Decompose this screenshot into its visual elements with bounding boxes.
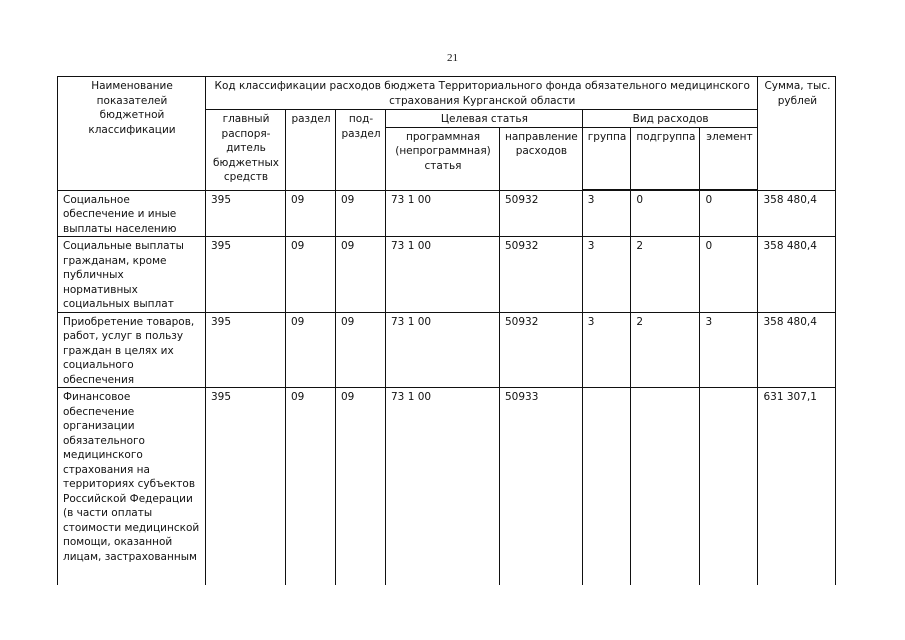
row-subsection: 09	[336, 237, 386, 313]
row-program: 73 1 00	[386, 388, 500, 585]
header-sum-column: Сумма, тыс. рублей	[758, 77, 836, 191]
header-subsection: под-раздел	[336, 110, 386, 191]
row-program: 73 1 00	[386, 237, 500, 313]
row-name: Социальное обеспечение и иные выплаты населению	[58, 190, 206, 237]
row-subsection: 09	[336, 312, 386, 388]
budget-classification-table	[57, 76, 836, 585]
header-main-manager: главный распоря-дитель бюджетных средств	[206, 110, 286, 191]
row-subgroup	[631, 388, 700, 585]
header-row-1	[58, 77, 836, 110]
row-sum: 631 307,1	[758, 388, 836, 585]
row-section: 09	[286, 388, 336, 585]
table-row	[58, 237, 836, 313]
row-direction: 50932	[500, 237, 583, 313]
table-row	[58, 388, 836, 585]
header-direction: направление расходов	[500, 127, 583, 190]
row-subsection: 09	[336, 190, 386, 237]
row-element: 0	[700, 190, 758, 237]
table-row	[58, 190, 836, 237]
table-row	[58, 312, 836, 388]
row-sum: 358 480,4	[758, 190, 836, 237]
header-program-article: программная (непрограммная) статья	[386, 127, 500, 190]
row-group: 3	[582, 237, 631, 313]
header-element: элемент	[700, 127, 758, 189]
header-code-classification: Код классификации расходов бюджета Территориального фонда обязательного медицинского страхования Курганской области	[206, 77, 758, 110]
row-section: 09	[286, 237, 336, 313]
row-manager: 395	[206, 237, 286, 313]
row-direction: 50933	[500, 388, 583, 585]
row-name: Социальные выплаты гражданам, кроме публичных нормативных социальных выплат	[58, 237, 206, 313]
row-section: 09	[286, 312, 336, 388]
row-sum: 358 480,4	[758, 237, 836, 313]
row-program: 73 1 00	[386, 190, 500, 237]
header-section: раздел	[286, 110, 336, 191]
row-program: 73 1 00	[386, 312, 500, 388]
page-number: 21	[447, 52, 458, 64]
row-section: 09	[286, 190, 336, 237]
header-name-column: Наименование показателей бюджетной классификации	[58, 77, 206, 191]
row-direction: 50932	[500, 312, 583, 388]
row-group: 3	[582, 312, 631, 388]
row-element: 0	[700, 237, 758, 313]
row-subgroup: 2	[631, 237, 700, 313]
row-element: 3	[700, 312, 758, 388]
header-group: группа	[582, 127, 631, 189]
header-expense-type: Вид расходов	[582, 110, 758, 128]
row-element	[700, 388, 758, 585]
row-manager: 395	[206, 312, 286, 388]
row-subgroup: 0	[631, 190, 700, 237]
header-subgroup: подгруппа	[631, 127, 700, 189]
row-direction: 50932	[500, 190, 583, 237]
row-name: Финансовое обеспечение организации обязательного медицинского страхования на территориях субъектов Российской Федерации (в части оплаты стоимости медицинской помощи, оказанной лицам, застрахованным	[58, 388, 206, 585]
row-group: 3	[582, 190, 631, 237]
row-group	[582, 388, 631, 585]
row-manager: 395	[206, 190, 286, 237]
header-target-article: Целевая статья	[386, 110, 583, 128]
row-subgroup: 2	[631, 312, 700, 388]
row-subsection: 09	[336, 388, 386, 585]
row-sum: 358 480,4	[758, 312, 836, 388]
row-name: Приобретение товаров, работ, услуг в пользу граждан в целях их социального обеспечения	[58, 312, 206, 388]
row-manager: 395	[206, 388, 286, 585]
